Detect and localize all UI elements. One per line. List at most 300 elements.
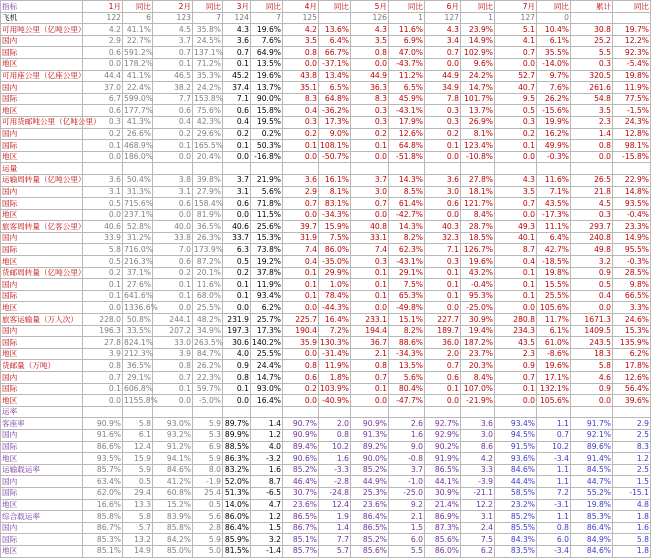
table-cell[interactable]: 11.2% <box>389 70 425 82</box>
table-cell[interactable]: 91.2% <box>153 441 193 453</box>
table-cell[interactable]: 5.8 <box>613 534 651 546</box>
table-cell[interactable]: 0.6 <box>223 198 251 210</box>
table-cell[interactable]: 23.9% <box>461 24 495 36</box>
table-cell[interactable]: 11.9% <box>251 279 283 291</box>
table-cell[interactable]: 225.7 <box>283 314 319 326</box>
table-cell[interactable]: 71.8% <box>251 198 283 210</box>
table-cell[interactable]: 0.2 <box>223 128 251 140</box>
table-cell[interactable]: 33.0 <box>153 337 193 349</box>
table-cell[interactable]: 1.2 <box>251 429 283 441</box>
table-cell[interactable]: 41.1% <box>123 70 153 82</box>
table-cell[interactable]: 5.9 <box>123 464 153 476</box>
table-cell[interactable]: 0.0 <box>153 395 193 407</box>
table-cell[interactable]: 3.4 <box>425 35 461 47</box>
table-cell[interactable]: 2.5 <box>613 429 651 441</box>
table-cell[interactable]: 30.8 <box>571 24 613 36</box>
table-cell[interactable]: 24.5% <box>193 35 223 47</box>
table-cell[interactable]: -15.6% <box>537 105 571 117</box>
table-cell[interactable]: 261.6 <box>571 82 613 94</box>
table-cell[interactable] <box>461 163 495 175</box>
row-label[interactable]: 运输载运率 <box>1 464 83 476</box>
table-cell[interactable]: 24.3% <box>613 116 651 128</box>
table-cell[interactable]: -25.0 <box>389 487 425 499</box>
table-cell[interactable]: 49.3 <box>495 221 537 233</box>
table-cell[interactable]: 4.0 <box>223 348 251 360</box>
table-cell[interactable]: -21.1 <box>461 487 495 499</box>
row-label[interactable]: 国际 <box>1 290 83 302</box>
table-cell[interactable]: 0.1 <box>283 267 319 279</box>
table-cell[interactable]: 0.9 <box>571 267 613 279</box>
table-cell[interactable]: 0.0 <box>571 151 613 163</box>
table-cell[interactable]: 127 <box>425 12 461 24</box>
table-cell[interactable]: 86.7% <box>83 522 123 534</box>
table-cell[interactable]: 44.9 <box>351 70 389 82</box>
table-cell[interactable]: 21.9% <box>251 174 283 186</box>
table-cell[interactable]: 0.0 <box>283 151 319 163</box>
table-cell[interactable]: 8.0 <box>193 464 223 476</box>
table-cell[interactable]: 5.5 <box>571 47 613 59</box>
table-cell[interactable]: 26.2% <box>193 360 223 372</box>
row-label[interactable]: 国际 <box>1 47 83 59</box>
table-cell[interactable]: -5.0% <box>193 395 223 407</box>
table-cell[interactable]: 50.3% <box>251 140 283 152</box>
table-cell[interactable]: 0.3 <box>571 209 613 221</box>
table-cell[interactable]: 36.5% <box>123 360 153 372</box>
table-cell[interactable]: 0.0 <box>351 151 389 163</box>
table-cell[interactable]: -31.4% <box>319 348 351 360</box>
table-cell[interactable]: 0.8 <box>283 47 319 59</box>
table-cell[interactable]: 0.0 <box>223 151 251 163</box>
table-cell[interactable]: 36.0 <box>425 337 461 349</box>
table-cell[interactable]: 3.5 <box>571 105 613 117</box>
table-cell[interactable]: 280.8 <box>495 314 537 326</box>
row-label[interactable]: 货邮量（万吨） <box>1 360 83 372</box>
table-cell[interactable]: 0.8 <box>283 360 319 372</box>
table-cell[interactable]: 0.0 <box>283 302 319 314</box>
table-cell[interactable]: 7.5 <box>461 534 495 546</box>
table-cell[interactable]: 15.8% <box>251 105 283 117</box>
table-cell[interactable]: 0.2 <box>153 128 193 140</box>
table-cell[interactable]: 93.0% <box>153 418 193 430</box>
table-cell[interactable]: 14.7% <box>251 372 283 384</box>
table-cell[interactable] <box>319 12 351 24</box>
table-cell[interactable]: 0.7 <box>223 47 251 59</box>
table-cell[interactable]: 0.9 <box>571 383 613 395</box>
table-cell[interactable]: 196.3 <box>83 325 123 337</box>
table-cell[interactable]: 126 <box>351 12 389 24</box>
table-cell[interactable]: 6.1 <box>123 429 153 441</box>
header-cell[interactable]: 1月 <box>83 1 123 13</box>
table-cell[interactable]: 3.5 <box>283 35 319 47</box>
table-cell[interactable] <box>223 163 251 175</box>
table-cell[interactable]: 90.0% <box>351 453 389 465</box>
table-cell[interactable]: 7.8 <box>425 93 461 105</box>
table-cell[interactable]: 29.9% <box>319 267 351 279</box>
row-label[interactable]: 国际 <box>1 487 83 499</box>
table-cell[interactable]: 93.5% <box>613 198 651 210</box>
table-cell[interactable] <box>537 163 571 175</box>
table-cell[interactable]: 43.5% <box>537 198 571 210</box>
table-cell[interactable]: 105.6% <box>537 302 571 314</box>
table-cell[interactable]: 37.1% <box>123 267 153 279</box>
table-cell[interactable]: 12.8% <box>613 128 651 140</box>
table-cell[interactable]: 0.6 <box>425 372 461 384</box>
table-cell[interactable]: 28.5% <box>613 267 651 279</box>
table-cell[interactable]: 19.8% <box>537 267 571 279</box>
table-cell[interactable]: 14.8% <box>613 186 651 198</box>
table-cell[interactable]: 17.1% <box>537 372 571 384</box>
table-cell[interactable]: 33.5% <box>123 325 153 337</box>
table-cell[interactable]: 38.2 <box>153 82 193 94</box>
table-cell[interactable]: 40.6 <box>83 221 123 233</box>
table-cell[interactable]: 0.1 <box>153 290 193 302</box>
table-cell[interactable]: 25.4 <box>193 487 223 499</box>
table-cell[interactable]: 7.5% <box>389 279 425 291</box>
row-label[interactable]: 旅客周转量（亿客公里） <box>2 221 86 231</box>
table-cell[interactable]: 3.8 <box>153 174 193 186</box>
header-cell[interactable]: 4月 <box>283 1 319 13</box>
row-label[interactable]: 国际 <box>1 93 83 105</box>
table-cell[interactable]: -36.2% <box>319 105 351 117</box>
table-cell[interactable]: 26.2% <box>537 93 571 105</box>
table-cell[interactable]: -0.3% <box>613 256 651 268</box>
table-cell[interactable]: 1 <box>389 12 425 24</box>
table-cell[interactable]: 0.7 <box>351 198 389 210</box>
table-cell[interactable]: 5.8 <box>83 244 123 256</box>
table-cell[interactable]: 4.0 <box>251 441 283 453</box>
table-cell[interactable]: 42.7% <box>537 244 571 256</box>
row-label[interactable]: 地区 <box>1 348 83 360</box>
table-cell[interactable]: 2.9 <box>83 35 123 47</box>
table-cell[interactable]: 3.6 <box>425 174 461 186</box>
table-cell[interactable]: 85.2% <box>351 464 389 476</box>
table-cell[interactable]: 1.1 <box>537 464 571 476</box>
table-cell[interactable]: 8.2% <box>389 232 425 244</box>
table-cell[interactable]: 23.7% <box>461 348 495 360</box>
table-cell[interactable]: 244.1 <box>153 314 193 326</box>
table-cell[interactable]: 91.3% <box>351 429 389 441</box>
table-cell[interactable]: 86.6% <box>83 441 123 453</box>
table-cell[interactable]: 4.2 <box>283 24 319 36</box>
table-cell[interactable]: 15.3% <box>251 232 283 244</box>
table-cell[interactable]: 4.5 <box>571 198 613 210</box>
row-label[interactable]: 货邮周转量（亿吨公里） <box>2 268 86 278</box>
table-cell[interactable]: 227.7 <box>425 314 461 326</box>
header-cell[interactable]: 7月 <box>495 1 537 13</box>
table-cell[interactable]: 0.7 <box>495 47 537 59</box>
table-cell[interactable]: 1.8 <box>613 545 651 557</box>
table-cell[interactable]: 173.9% <box>194 244 223 254</box>
table-cell[interactable]: 86.0% <box>319 244 351 256</box>
row-label[interactable]: 地区 <box>1 453 83 465</box>
table-cell[interactable]: 0.4 <box>153 116 193 128</box>
table-cell[interactable]: 93.2% <box>153 429 193 441</box>
table-cell[interactable]: 64.8% <box>319 93 351 105</box>
table-cell[interactable]: 27.9% <box>193 186 223 198</box>
table-cell[interactable]: 121.7% <box>461 198 495 210</box>
table-cell[interactable]: 58.5% <box>495 487 537 499</box>
table-cell[interactable]: 3.2 <box>571 256 613 268</box>
table-cell[interactable]: 0.0 <box>223 395 251 407</box>
table-cell[interactable]: 85.2% <box>351 534 389 546</box>
table-cell[interactable]: 3.2 <box>251 534 283 546</box>
table-cell[interactable]: 3.7 <box>153 35 193 47</box>
table-cell[interactable]: 27.8 <box>83 337 123 349</box>
row-label[interactable]: 综合载运率 <box>1 511 83 523</box>
table-cell[interactable]: 18.5% <box>461 232 495 244</box>
table-cell[interactable]: 89.7% <box>223 418 251 430</box>
table-cell[interactable]: 45.2 <box>223 70 251 82</box>
table-cell[interactable]: 75.6% <box>193 105 223 117</box>
table-cell[interactable]: 0.0 <box>425 209 461 221</box>
table-cell[interactable]: 93.6% <box>495 453 537 465</box>
table-cell[interactable]: 19.6% <box>251 70 283 82</box>
table-cell[interactable]: 0.4 <box>283 256 319 268</box>
table-cell[interactable]: 0.8 <box>153 360 193 372</box>
table-cell[interactable]: 0.1 <box>351 140 389 152</box>
header-cell[interactable]: 同比 <box>537 1 571 13</box>
table-cell[interactable]: 42.3% <box>193 116 223 128</box>
table-cell[interactable]: 90.9% <box>351 418 389 430</box>
table-cell[interactable]: 84.6% <box>153 464 193 476</box>
table-cell[interactable]: 3.9 <box>83 348 123 360</box>
table-cell[interactable]: -34.3% <box>389 348 425 360</box>
table-cell[interactable]: 50.4% <box>123 174 153 186</box>
table-cell[interactable]: 187.2% <box>461 337 495 349</box>
table-cell[interactable]: 8.6 <box>461 441 495 453</box>
table-cell[interactable]: 52.7 <box>495 70 537 82</box>
table-cell[interactable]: 95.3% <box>461 290 495 302</box>
table-cell[interactable]: 0.1 <box>223 383 251 395</box>
table-cell[interactable]: 0.2 <box>495 128 537 140</box>
table-cell[interactable]: 88.5% <box>223 441 251 453</box>
table-cell[interactable]: 716.0% <box>124 244 153 254</box>
table-cell[interactable]: 4.7 <box>251 499 283 511</box>
table-cell[interactable]: 8.3 <box>283 93 319 105</box>
table-cell[interactable]: 190.4 <box>283 325 319 337</box>
table-cell[interactable]: 2.4 <box>461 522 495 534</box>
table-cell[interactable]: 13.7% <box>251 82 283 94</box>
table-cell[interactable]: 17.3% <box>319 116 351 128</box>
table-cell[interactable]: 34.9% <box>193 325 223 337</box>
table-cell[interactable]: 25.6% <box>251 221 283 233</box>
table-cell[interactable]: 0.6 <box>153 198 193 210</box>
table-cell[interactable]: 19.5% <box>251 116 283 128</box>
table-cell[interactable]: 19.9% <box>537 116 571 128</box>
table-cell[interactable]: 86.5% <box>351 522 389 534</box>
table-cell[interactable]: 25.5% <box>251 348 283 360</box>
table-cell[interactable]: 62.0% <box>83 487 123 499</box>
table-cell[interactable]: -50.7% <box>319 151 351 163</box>
table-cell[interactable]: 5.8 <box>123 418 153 430</box>
table-cell[interactable]: 0.1 <box>425 383 461 395</box>
table-cell[interactable]: 71.2% <box>193 58 223 70</box>
table-cell[interactable]: 40.7 <box>495 82 537 94</box>
table-cell[interactable]: 41.2% <box>153 476 193 488</box>
table-cell[interactable]: 0.1 <box>351 279 389 291</box>
table-cell[interactable]: 25.5% <box>537 290 571 302</box>
table-cell[interactable]: -1.9 <box>193 476 223 488</box>
table-cell[interactable]: 29.1% <box>389 267 425 279</box>
table-cell[interactable]: 43.8 <box>283 70 319 82</box>
table-cell[interactable]: 4.3 <box>425 24 461 36</box>
table-cell[interactable]: 84.5% <box>571 464 613 476</box>
table-cell[interactable]: 7.1 <box>425 244 461 256</box>
table-cell[interactable]: 6.7 <box>83 93 123 105</box>
table-cell[interactable]: 37.0 <box>83 82 123 94</box>
table-cell[interactable]: 19.7% <box>613 24 651 36</box>
table-cell[interactable]: 32.3 <box>425 232 461 244</box>
table-cell[interactable]: 85.5% <box>495 522 537 534</box>
table-cell[interactable]: 1.5 <box>613 476 651 488</box>
table-cell[interactable]: 0.1 <box>425 140 461 152</box>
table-cell[interactable]: 0.3 <box>283 116 319 128</box>
table-cell[interactable]: -15.8% <box>613 151 651 163</box>
table-cell[interactable]: 641.6% <box>124 291 153 301</box>
table-cell[interactable]: 49.9% <box>537 140 571 152</box>
table-cell[interactable] <box>571 12 613 24</box>
table-cell[interactable]: 189.7 <box>425 325 461 337</box>
table-cell[interactable]: 24.2% <box>461 70 495 82</box>
table-cell[interactable]: 0.7 <box>83 372 123 384</box>
table-cell[interactable]: 0.3 <box>351 116 389 128</box>
table-cell[interactable] <box>613 12 651 24</box>
table-cell[interactable]: 2.3 <box>571 116 613 128</box>
table-cell[interactable]: 91.4% <box>571 453 613 465</box>
table-cell[interactable]: 0.8 <box>223 372 251 384</box>
row-label[interactable]: 旅客运输量（万人次） <box>1 314 83 326</box>
table-cell[interactable]: 8.4% <box>461 209 495 221</box>
table-cell[interactable]: 41.3% <box>123 116 153 128</box>
table-cell[interactable]: 40.0 <box>153 221 193 233</box>
table-cell[interactable]: 0.5 <box>571 279 613 291</box>
table-cell[interactable]: 0.1 <box>351 383 389 395</box>
table-cell[interactable]: 1.1 <box>537 511 571 523</box>
table-cell[interactable]: 0.0 <box>495 58 537 70</box>
table-cell[interactable]: 90.6% <box>283 453 319 465</box>
table-cell[interactable]: 0.4 <box>283 105 319 117</box>
table-cell[interactable]: 52.8% <box>123 221 153 233</box>
table-cell[interactable]: 20.1% <box>193 267 223 279</box>
table-cell[interactable]: 5.9 <box>193 534 223 546</box>
table-cell[interactable]: 13.5% <box>251 58 283 70</box>
table-cell[interactable]: 2.6 <box>389 418 425 430</box>
table-cell[interactable]: -18.5% <box>537 256 571 268</box>
table-cell[interactable]: 0.1 <box>153 140 193 152</box>
table-cell[interactable]: 60.8% <box>153 487 193 499</box>
table-cell[interactable]: 3.1 <box>153 186 193 198</box>
table-cell[interactable]: 37.4 <box>223 82 251 94</box>
table-cell[interactable]: 3.9 <box>153 348 193 360</box>
table-cell[interactable]: 48.2% <box>193 314 223 326</box>
table-cell[interactable]: -51.8% <box>389 151 425 163</box>
table-cell[interactable]: 4.2 <box>461 453 495 465</box>
table-cell[interactable]: 66.5% <box>613 290 651 302</box>
table-cell[interactable]: 2.1 <box>351 348 389 360</box>
table-cell[interactable]: 36.3 <box>351 82 389 94</box>
table-cell[interactable]: -47.7% <box>389 395 425 407</box>
table-cell[interactable]: 5.8 <box>571 360 613 372</box>
table-cell[interactable]: 3.0 <box>425 186 461 198</box>
table-cell[interactable]: -10.8% <box>461 151 495 163</box>
table-cell[interactable]: 0.0 <box>495 151 537 163</box>
table-cell[interactable]: 26.6% <box>123 128 153 140</box>
table-cell[interactable]: 85.1% <box>83 545 123 557</box>
table-cell[interactable]: 7.2% <box>319 325 351 337</box>
table-cell[interactable]: 102.9% <box>461 47 495 59</box>
table-cell[interactable]: 1.6 <box>319 453 351 465</box>
table-cell[interactable]: 137.1% <box>194 47 223 57</box>
table-cell[interactable]: 197.3 <box>223 325 251 337</box>
table-cell[interactable]: 0.0 <box>283 395 319 407</box>
table-cell[interactable]: 4.3 <box>495 174 537 186</box>
table-cell[interactable]: 45.9% <box>389 93 425 105</box>
table-cell[interactable]: 35.3% <box>193 70 223 82</box>
table-cell[interactable]: 15.9% <box>319 221 351 233</box>
row-label[interactable]: 可用货邮吨公里（亿吨公里） <box>2 117 101 127</box>
table-cell[interactable]: 0.4 <box>571 290 613 302</box>
table-cell[interactable]: 3.1 <box>83 186 123 198</box>
table-cell[interactable]: -5.4% <box>613 58 651 70</box>
table-cell[interactable]: -3.1 <box>537 499 571 511</box>
table-cell[interactable]: 8.7 <box>495 244 537 256</box>
table-cell[interactable]: 1.0% <box>319 279 351 291</box>
table-cell[interactable]: 13.4% <box>319 70 351 82</box>
table-cell[interactable]: 4.5 <box>153 24 193 36</box>
table-cell[interactable]: 9.5 <box>495 93 537 105</box>
table-cell[interactable]: 8.3 <box>351 93 389 105</box>
row-label[interactable]: 国内 <box>1 82 83 94</box>
table-cell[interactable]: 0.7 <box>153 372 193 384</box>
table-cell[interactable]: -6.5 <box>251 487 283 499</box>
table-cell[interactable]: 158.4% <box>194 198 223 208</box>
table-cell[interactable]: 10.2 <box>319 441 351 453</box>
table-cell[interactable]: 0.8 <box>319 429 351 441</box>
table-cell[interactable]: 0.3 <box>571 58 613 70</box>
table-cell[interactable]: 98.1% <box>613 140 651 152</box>
table-cell[interactable]: 11.1% <box>537 221 571 233</box>
table-cell[interactable]: 3.6 <box>83 174 123 186</box>
table-cell[interactable]: 16.4% <box>251 395 283 407</box>
table-cell[interactable]: 88.6% <box>389 337 425 349</box>
table-cell[interactable]: 92.7% <box>425 418 461 430</box>
table-cell[interactable]: 83.9% <box>153 511 193 523</box>
table-cell[interactable]: 12.2 <box>461 499 495 511</box>
row-label[interactable]: 国际 <box>1 534 83 546</box>
table-cell[interactable]: 123 <box>153 12 193 24</box>
table-cell[interactable]: 25.2 <box>571 35 613 47</box>
table-cell[interactable]: 178.2% <box>124 59 153 69</box>
row-label[interactable]: 国内 <box>1 372 83 384</box>
table-cell[interactable]: 0.0 <box>425 151 461 163</box>
table-cell[interactable]: 5.6 <box>193 511 223 523</box>
table-cell[interactable]: 0.2% <box>251 128 283 140</box>
table-cell[interactable]: 3.7 <box>351 174 389 186</box>
table-cell[interactable]: 207.2 <box>153 325 193 337</box>
table-cell[interactable]: 14.3% <box>389 221 425 233</box>
table-cell[interactable]: 0.0 <box>83 395 123 407</box>
table-cell[interactable]: 824.1% <box>124 337 153 347</box>
table-cell[interactable]: 5.6% <box>389 372 425 384</box>
table-cell[interactable]: 0.1 <box>495 383 537 395</box>
table-cell[interactable]: 0.4 <box>495 256 537 268</box>
table-cell[interactable]: 77.5% <box>613 93 651 105</box>
table-cell[interactable]: 35.5% <box>537 47 571 59</box>
table-cell[interactable]: 43.5 <box>495 337 537 349</box>
table-cell[interactable]: -37.1% <box>319 58 351 70</box>
table-cell[interactable]: 0.5 <box>223 256 251 268</box>
table-cell[interactable]: 55.2% <box>571 487 613 499</box>
